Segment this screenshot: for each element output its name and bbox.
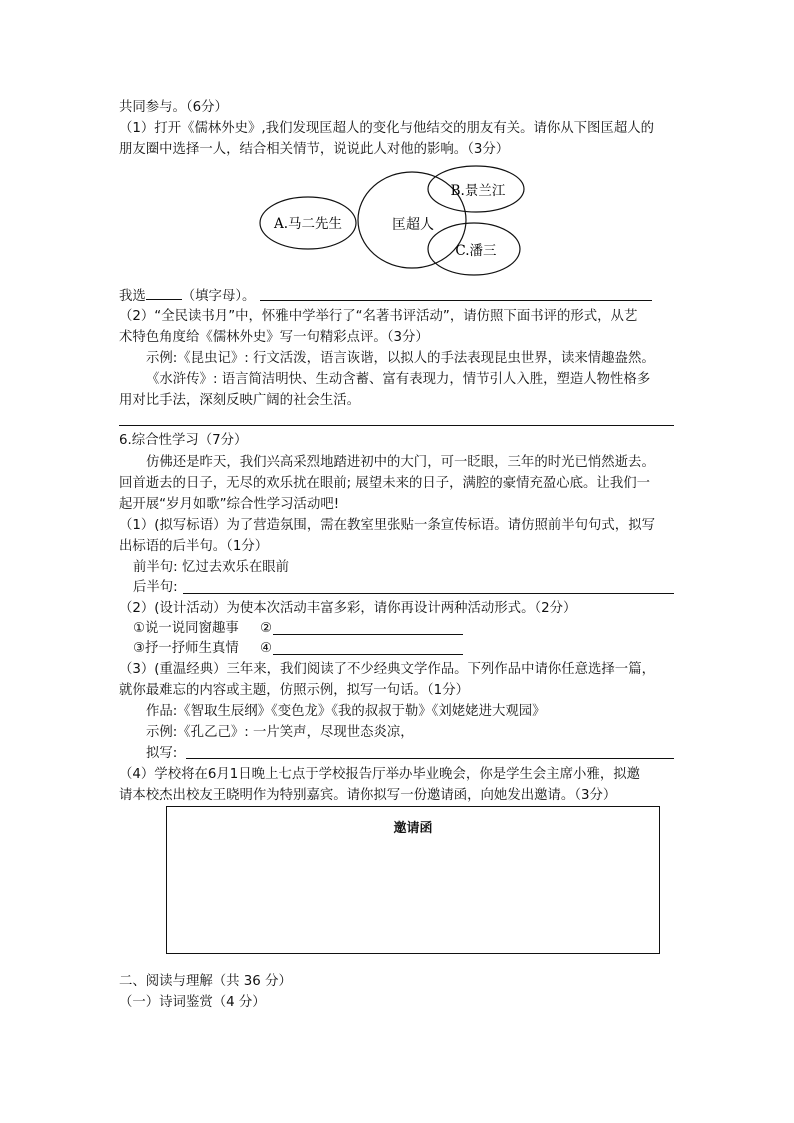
slogan-back-label: 后半句: (133, 580, 178, 595)
example-2-line1: 《水浒传》: 语言简洁明快、生动含蓄、富有表现力，情节引人入胜，塑造人物性格多 (146, 372, 651, 387)
part2-title: 二、阅读与理解（共 36 分） (119, 974, 292, 989)
q2-prompt-line2: 术特色角度给《儒林外史》写一句精彩点评。（3分） (119, 330, 429, 345)
activity-4-line[interactable] (273, 654, 463, 655)
label-b: B.景兰江 (450, 183, 506, 199)
invitation-prompt-line1: （4）学校将在6月1日晚上七点于学校报告厅举办毕业晚会，你是学生会主席小雅，拟邀 (119, 767, 641, 782)
choose-suffix: （填字母）。 (181, 289, 256, 304)
choose-line (119, 286, 255, 306)
section6-intro-line1: 仿佛还是昨天，我们兴高采烈地踏进初中的大门，可一眨眼，三年的时光已悄然逝去。 (146, 455, 655, 470)
choose-prefix: 我选 (119, 289, 146, 304)
activity-2-label: ② (260, 621, 273, 636)
answer-line[interactable] (260, 300, 652, 301)
section6-title: 6.综合性学习（7分） (119, 433, 248, 448)
activity-2-line[interactable] (273, 634, 463, 635)
example-1: 示例:《昆虫记》: 行文活泼，语言诙谐，以拟人的手法表现昆虫世界，读来情趣盎然。 (146, 351, 655, 366)
classics-example: 示例:《孔乙己》: 一片笑声，尽现世态炎凉， (146, 725, 414, 740)
invitation-box[interactable] (166, 806, 660, 954)
part2-subtitle: （一）诗词鉴赏（4 分） (119, 995, 266, 1010)
q1-prompt-line2: 朋友圈中选择一人，结合相关情节，说说此人对他的影响。（3分） (119, 142, 510, 157)
invitation-title: 邀请函 (393, 821, 433, 836)
label-a: A.马二先生 (273, 216, 343, 232)
activity-4-label: ④ (260, 641, 273, 656)
slogan-front: 前半句: 忆过去欢乐在眼前 (133, 560, 290, 575)
slogan-back-line[interactable] (183, 593, 674, 594)
activity-1: ①说一说同窗趣事 (133, 621, 239, 636)
label-c: C.潘三 (455, 243, 497, 259)
example-2-line2: 用对比手法，深刻反映广阔的社会生活。 (119, 393, 361, 408)
letter-blank[interactable] (146, 286, 182, 300)
invitation-prompt-line2: 请本校杰出校友王晓明作为特别嘉宾。请你拟写一份邀请函，向她发出邀请。（3分） (119, 788, 617, 803)
activity-prompt: （2）(设计活动）为使本次活动丰富多彩，请你再设计两种活动形式。（2分） (119, 601, 577, 616)
friends-diagram (250, 164, 540, 282)
intro-line: 共同参与。（6分） (119, 100, 228, 115)
center-label: 匡超人 (392, 217, 434, 233)
section6-intro-line2: 回首逝去的日子，无尽的欢乐扰在眼前; 展望未来的日子，满腔的豪情充盈心底。让我们一 (119, 476, 650, 491)
classics-prompt-line1: （3）(重温经典）三年来，我们阅读了不少经典文学作品。下列作品中请你任意选择一篇， (119, 662, 655, 677)
classics-write-label: 拟写: (146, 746, 178, 761)
section6-intro-line3: 起开展“岁月如歌”综合性学习活动吧! (119, 497, 340, 512)
slogan-prompt-line2: 出标语的后半句。（1分） (119, 539, 269, 554)
q1-prompt-line1: （1）打开《儒林外史》,我们发现匡超人的变化与他结交的朋友有关。请你从下图匡超人的 (119, 121, 655, 136)
classics-write-line[interactable] (186, 758, 674, 759)
review-answer-line[interactable] (119, 425, 674, 426)
classics-prompt-line2: 就你最难忘的内容或主题，仿照示例，拟写一句话。（1分） (119, 683, 469, 698)
works-list: 作品:《智取生辰纲》《变色龙》《我的叔叔于勒》《刘姥姥进大观园》 (146, 704, 546, 719)
activity-3: ③抒一抒师生真情 (133, 641, 239, 656)
q2-prompt-line1: （2）“全民读书月”中，怀雅中学举行了“名著书评活动”，请仿照下面书评的形式，从艺 (119, 309, 638, 324)
slogan-prompt-line1: （1）(拟写标语）为了营造氛围，需在教室里张贴一条宣传标语。请仿照前半句句式，拟写 (119, 518, 655, 533)
